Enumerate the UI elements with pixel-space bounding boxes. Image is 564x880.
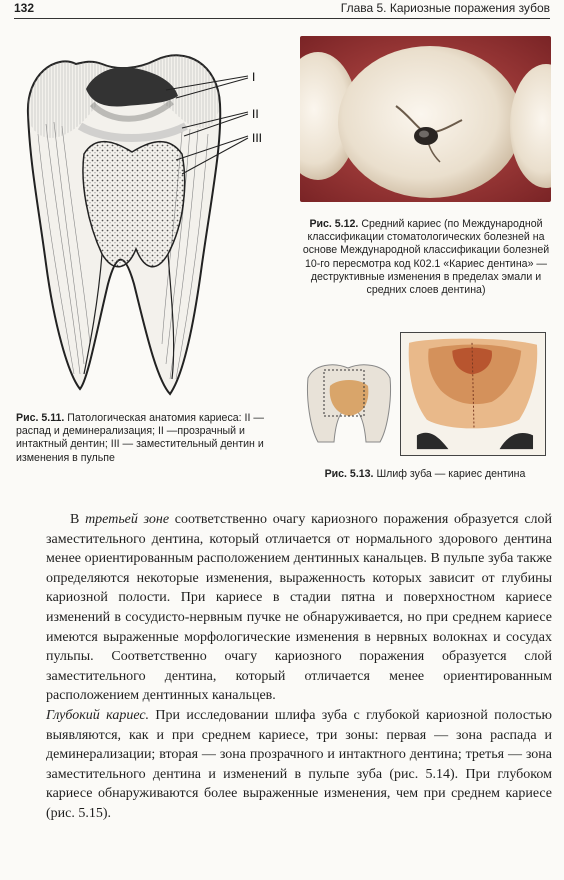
figure-5-11-tooth-diagram — [16, 34, 281, 406]
figure-5-12-number: Рис. 5.12. — [309, 218, 359, 230]
label-zone-1: I — [252, 70, 256, 84]
figure-5-11-text: Патологическая анатомия кариеса: II — распад и деминерализация; II —прозрачный и интактный дентин; III — заместительный дентин и изменения в пульпе — [16, 412, 264, 464]
page-number: 132 — [14, 1, 35, 15]
figure-5-12-caption — [300, 218, 552, 297]
figure-5-13-text: Шлиф зуба — кариес дентина — [376, 468, 526, 480]
figure-5-13-section-thumbnail — [304, 358, 394, 444]
p1-rest: соответственно очагу кариозного поражения образуется слой заместительного дентина, который отличается от нормального здорового дентина менее ориентированным расположением дентинных канальцев. В пульпе зуба также определяются некоторые изменения, выраженность которых зависит от глубины кариозной полости. При кариесе в стадии пятна и поверхностном кариесе изменений в сосудисто-нервным пучке не обнаруживается, но при среднем кариесе имеются выраженные морфологические изменения в нервных волокнах и сосудах пульпы. Соответственно очагу кариозного поражения образуется слой заместительного дентина, который отличается менее ориентированным расположением дентинных канальцев. — [46, 512, 553, 704]
label-zone-3: III — [252, 131, 263, 145]
figure-5-13-caption — [300, 468, 550, 481]
body-text — [46, 510, 552, 824]
page-header — [14, 0, 550, 19]
p1-lead: В — [70, 512, 86, 527]
figure-5-13-section-enlarged — [400, 332, 546, 456]
p2-italic: Глубокий кариес. — [46, 707, 150, 723]
figure-5-12-text: Средний кариес (по Международной классификации стоматологических болезней на основе Международной классификации болезней 10-го пересмотра код К02.1 «Кариес дентина» — деструктивные изменения в пределах эмали и средних слоев дентина) — [302, 218, 550, 297]
figure-5-11-number: Рис. 5.11. — [16, 412, 65, 424]
figure-5-11-caption — [16, 412, 266, 465]
p2-rest: При исследовании шлифа зуба с глубокой кариозной полостью выявляются, как и при среднем кариесе, три зоны: первая — зона распада и деминерализации; вторая — зона прозрачного и интактного дентина; третья — зона заместительного дентина и изменений в пульпе зуба (рис. 5.14). При глубоком кариесе обнаруживаются более выраженные изменения, чем при среднем кариесе (рис. 5.15). — [46, 707, 553, 821]
chapter-title: Глава 5. Кариозные поражения зубов — [340, 1, 550, 15]
p1-italic: третьей зоне — [85, 512, 170, 527]
label-zone-2: II — [252, 107, 259, 121]
paragraph-third-zone — [46, 510, 552, 706]
paragraph-deep-caries — [46, 706, 552, 824]
figure-5-13-number: Рис. 5.13. — [324, 468, 374, 480]
figure-5-12-molar-photo — [300, 36, 551, 202]
